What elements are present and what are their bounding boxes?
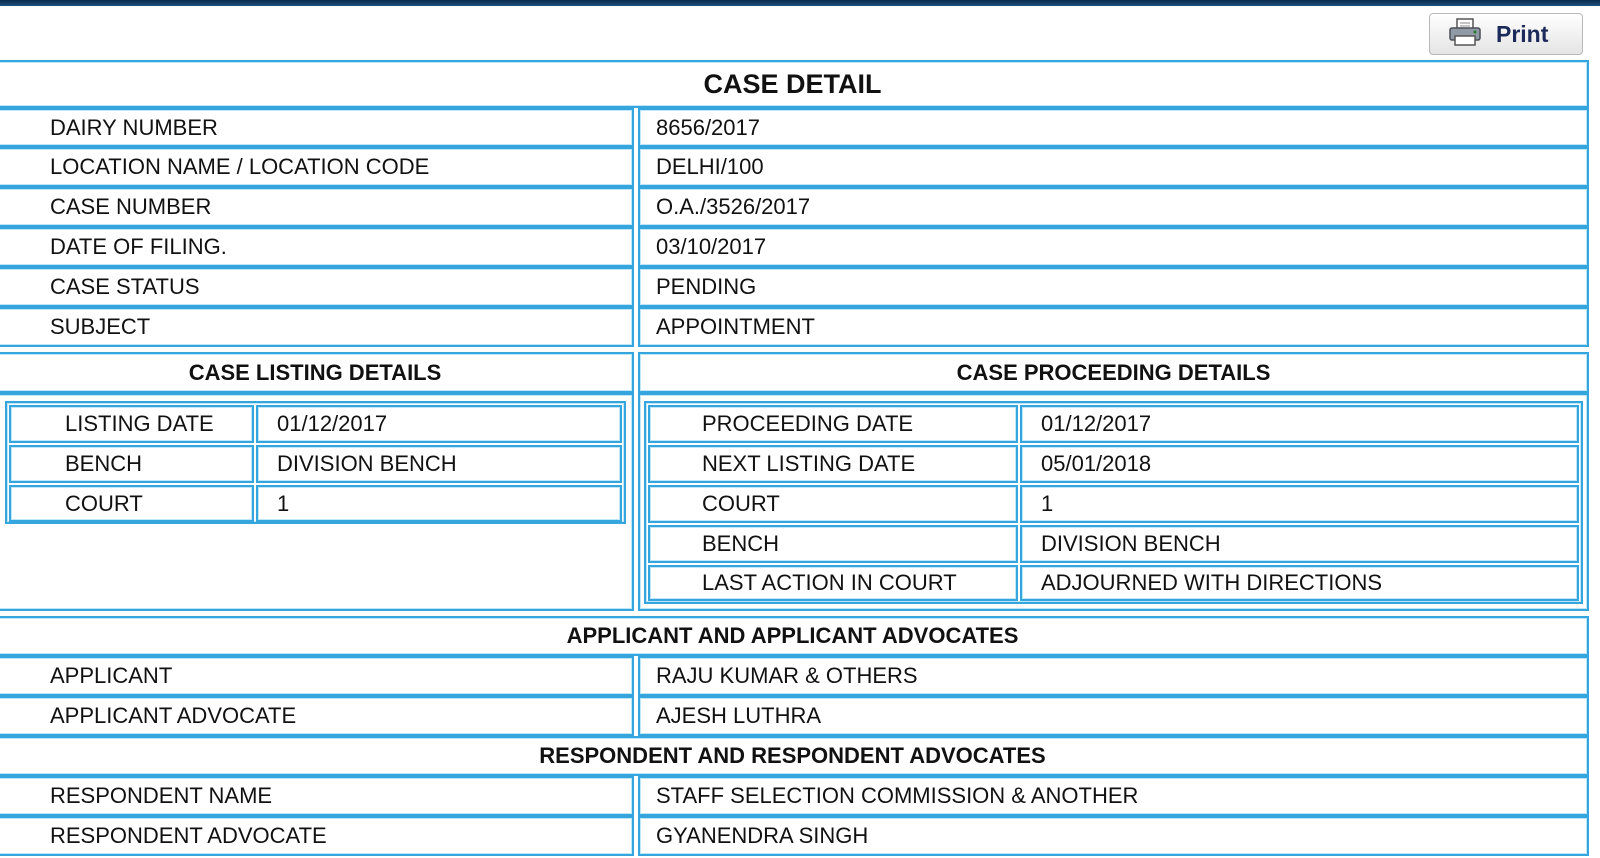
applicant-advocate-label: APPLICANT ADVOCATE xyxy=(0,696,634,736)
proceeding-bench-label: BENCH xyxy=(648,525,1018,563)
print-button[interactable] xyxy=(1429,13,1583,55)
listing-court-label: COURT xyxy=(9,485,254,522)
listing-bench-value: DIVISION BENCH xyxy=(256,445,622,483)
proceeding-details-title: CASE PROCEEDING DETAILS xyxy=(638,352,1589,393)
dairy-number-label: DAIRY NUMBER xyxy=(0,108,634,147)
next-listing-date-value: 05/01/2018 xyxy=(1020,445,1579,483)
location-value: DELHI/100 xyxy=(638,147,1589,187)
subject-label: SUBJECT xyxy=(0,307,634,347)
proceeding-court-label: COURT xyxy=(648,485,1018,523)
listing-court-value: 1 xyxy=(256,485,622,522)
applicant-value: RAJU KUMAR & OTHERS xyxy=(638,656,1589,696)
proceeding-date-label: PROCEEDING DATE xyxy=(648,405,1018,443)
applicant-section-title: APPLICANT AND APPLICANT ADVOCATES xyxy=(0,616,1589,656)
case-status-value: PENDING xyxy=(638,267,1589,307)
case-number-value: O.A./3526/2017 xyxy=(638,187,1589,227)
listing-date-value: 01/12/2017 xyxy=(256,405,622,443)
case-number-label: CASE NUMBER xyxy=(0,187,634,227)
subject-value: APPOINTMENT xyxy=(638,307,1589,347)
respondent-advocate-label: RESPONDENT ADVOCATE xyxy=(0,816,634,856)
listing-details-title: CASE LISTING DETAILS xyxy=(0,352,634,393)
location-label: LOCATION NAME / LOCATION CODE xyxy=(0,147,634,187)
applicant-advocate-value: AJESH LUTHRA xyxy=(638,696,1589,736)
filing-date-label: DATE OF FILING. xyxy=(0,227,634,267)
last-action-label: LAST ACTION IN COURT xyxy=(648,565,1018,601)
proceeding-court-value: 1 xyxy=(1020,485,1579,523)
respondent-name-label: RESPONDENT NAME xyxy=(0,776,634,816)
listing-bench-label: BENCH xyxy=(9,445,254,483)
respondent-advocate-value: GYANENDRA SINGH xyxy=(638,816,1589,856)
dairy-number-value: 8656/2017 xyxy=(638,108,1589,147)
top-bar xyxy=(0,0,1600,6)
case-status-label: CASE STATUS xyxy=(0,267,634,307)
proceeding-bench-value: DIVISION BENCH xyxy=(1020,525,1579,563)
next-listing-date-label: NEXT LISTING DATE xyxy=(648,445,1018,483)
applicant-label: APPLICANT xyxy=(0,656,634,696)
proceeding-date-value: 01/12/2017 xyxy=(1020,405,1579,443)
printer-icon xyxy=(1448,17,1482,52)
last-action-value: ADJOURNED WITH DIRECTIONS xyxy=(1020,565,1579,601)
respondent-name-value: STAFF SELECTION COMMISSION & ANOTHER xyxy=(638,776,1589,816)
print-button-label: Print xyxy=(1496,20,1549,47)
filing-date-value: 03/10/2017 xyxy=(638,227,1589,267)
case-detail-title: CASE DETAIL xyxy=(0,60,1589,108)
respondent-section-title: RESPONDENT AND RESPONDENT ADVOCATES xyxy=(0,736,1589,776)
listing-date-label: LISTING DATE xyxy=(9,405,254,443)
